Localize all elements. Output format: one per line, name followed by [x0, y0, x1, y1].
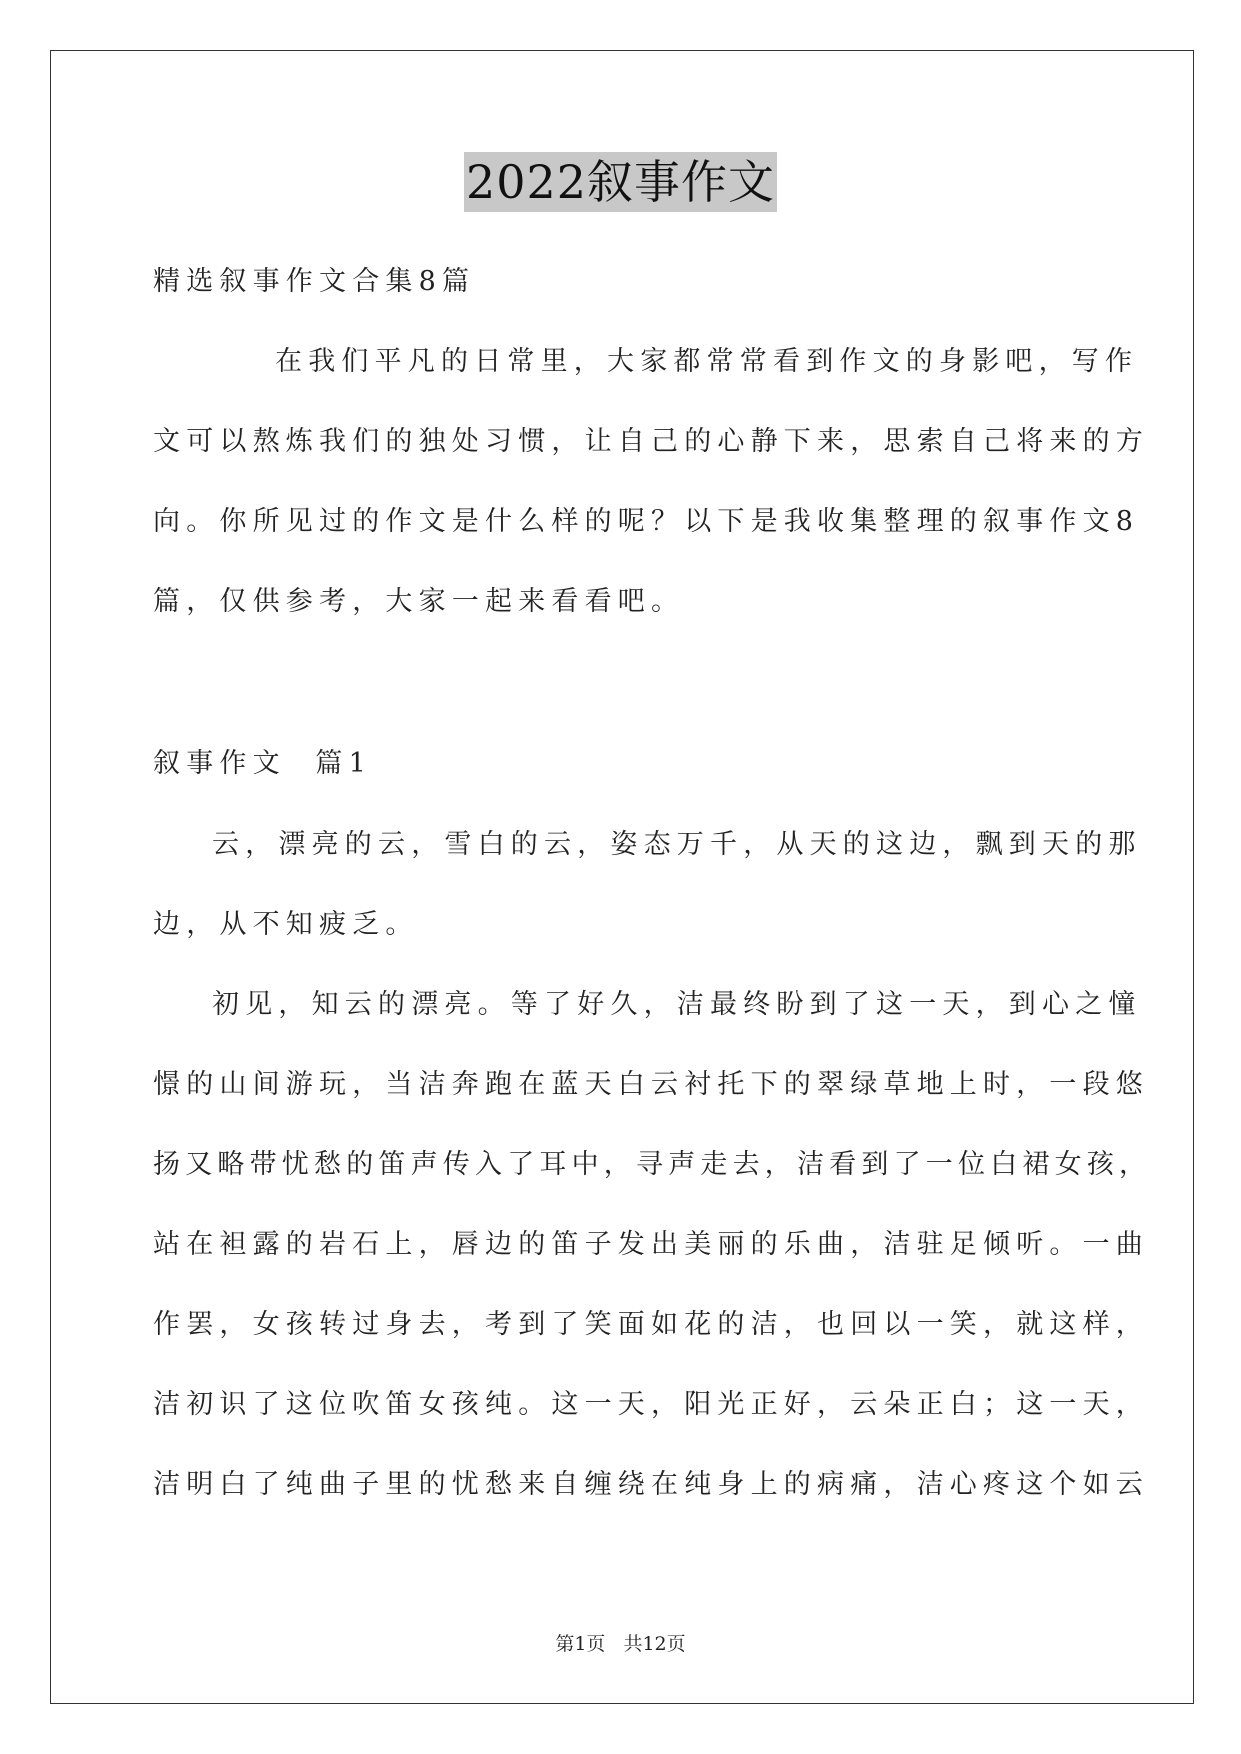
intro-line-1: 在我们平凡的日常里，大家都常常看到作文的身影吧，写作 [275, 346, 1139, 377]
para2-line-6: 洁初识了这位吹笛女孩纯。这一天，阳光正好，云朵正白；这一天， [153, 1389, 1149, 1420]
para2-line-5: 作罢，女孩转过身去，考到了笑面如花的洁，也回以一笑，就这样， [153, 1309, 1149, 1340]
intro-line-3: 向。你所见过的作文是什么样的呢？以下是我收集整理的叙事作文8 [153, 506, 1140, 537]
para1-line-1: 云，漂亮的云，雪白的云，姿态万千，从天的这边，飘到天的那 [212, 829, 1142, 860]
page-footer [0, 1632, 1241, 1656]
para2-line-1: 初见，知云的漂亮。等了好久，洁最终盼到了这一天，到心之憧 [212, 989, 1142, 1020]
intro-line-4: 篇，仅供参考，大家一起来看看吧。 [153, 586, 685, 617]
title-container [0, 152, 1241, 212]
page-total: 共12页 [623, 1633, 686, 1655]
para2-line-7: 洁明白了纯曲子里的忧愁来自缠绕在纯身上的病痛，洁心疼这个如云 [153, 1469, 1149, 1500]
para2-line-3: 扬又略带忧愁的笛声传入了耳中，寻声走去，洁看到了一位白裙女孩， [153, 1149, 1152, 1180]
para2-line-2: 憬的山间游玩，当洁奔跑在蓝天白云衬托下的翠绿草地上时，一段悠 [153, 1069, 1149, 1100]
page-number: 第1页 [555, 1633, 606, 1655]
intro-line-2: 文可以熬炼我们的独处习惯，让自己的心静下来，思索自己将来的方 [153, 426, 1149, 457]
document-title: 2022叙事作文 [464, 152, 777, 212]
para1-line-2: 边，从不知疲乏。 [153, 909, 419, 940]
para2-line-4: 站在袒露的岩石上，唇边的笛子发出美丽的乐曲，洁驻足倾听。一曲 [153, 1229, 1149, 1260]
document-subtitle: 精选叙事作文合集8篇 [153, 266, 476, 297]
section-heading: 叙事作文 篇1 [153, 748, 372, 779]
